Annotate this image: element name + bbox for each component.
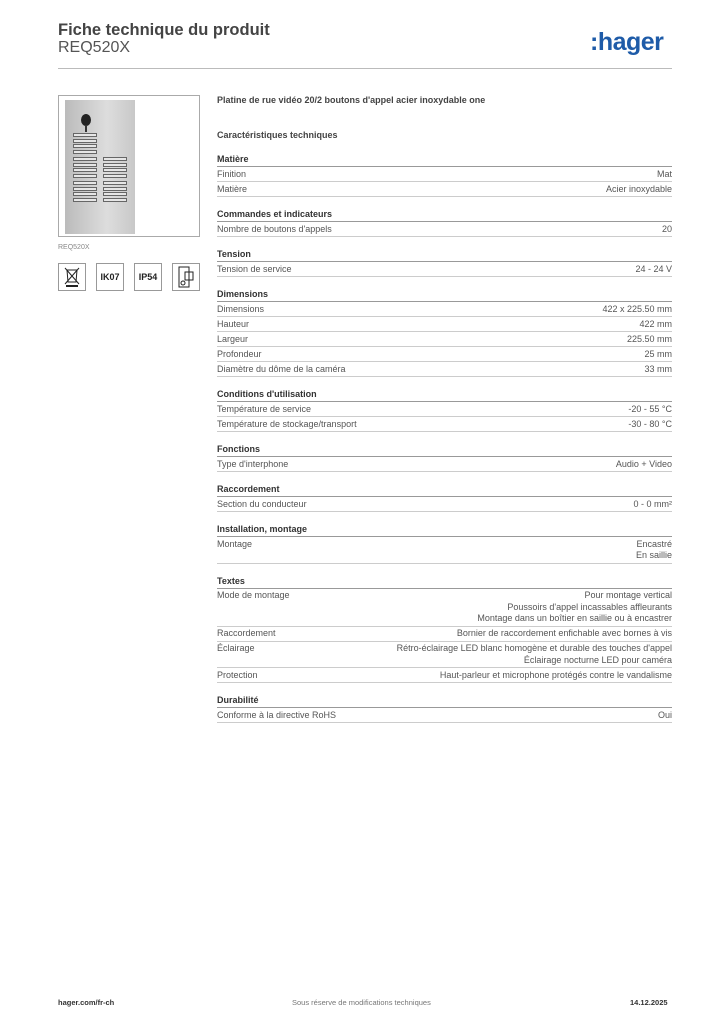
spec-row xyxy=(217,642,672,669)
call-button xyxy=(73,187,97,191)
spec-row xyxy=(217,182,672,197)
product-image xyxy=(58,95,200,237)
spec-value xyxy=(602,304,672,316)
spec-value-line: 422 mm xyxy=(639,318,672,329)
spec-value-line: 422 x 225.50 mm xyxy=(602,303,672,314)
call-button xyxy=(103,163,127,167)
spec-value xyxy=(616,459,672,471)
section-heading: Installation, montage xyxy=(217,524,672,537)
call-button xyxy=(73,150,97,154)
spec-section xyxy=(217,154,672,197)
page-title: Fiche technique du produit xyxy=(58,21,270,39)
door-station-plate xyxy=(65,100,135,234)
specs-heading: Caractéristiques techniques xyxy=(217,130,338,140)
call-button xyxy=(73,139,97,143)
spec-value xyxy=(658,710,672,722)
spec-row xyxy=(217,302,672,317)
spec-value-line: Rétro-éclairage LED blanc homogène et durable des touches d'appel xyxy=(396,643,672,653)
spec-value-line: Mat xyxy=(656,168,672,179)
spec-value xyxy=(633,499,672,511)
spec-value xyxy=(639,319,672,331)
spec-label: Éclairage xyxy=(217,643,255,653)
spec-value-line: 25 mm xyxy=(644,348,672,359)
call-button xyxy=(73,133,97,137)
spec-value xyxy=(657,169,672,181)
call-button xyxy=(73,181,97,185)
spec-value-line: -20 - 55 °C xyxy=(628,403,672,414)
spec-row xyxy=(217,262,672,277)
section-heading: Tension xyxy=(217,249,672,262)
footer-note: Sous réserve de modifications techniques xyxy=(292,998,431,1007)
weee-bin-icon xyxy=(58,263,86,291)
spec-section xyxy=(217,289,672,377)
spec-section xyxy=(217,576,672,684)
call-button xyxy=(103,157,127,161)
spec-value-line: -30 - 80 °C xyxy=(628,418,672,429)
spec-value xyxy=(440,670,672,682)
spec-row xyxy=(217,537,672,564)
call-button xyxy=(103,198,127,202)
call-button xyxy=(73,163,97,167)
spec-row xyxy=(217,402,672,417)
spec-value-line: 24 - 24 V xyxy=(635,263,672,274)
spec-value xyxy=(477,590,672,625)
spec-section xyxy=(217,249,672,277)
spec-label: Dimensions xyxy=(217,303,265,314)
ik07-badge: IK07 xyxy=(96,263,124,291)
spec-value xyxy=(628,419,672,431)
spec-label: Raccordement xyxy=(217,628,276,638)
spec-row xyxy=(217,589,672,627)
spec-value xyxy=(644,364,672,376)
section-heading: Commandes et indicateurs xyxy=(217,209,672,222)
spec-value-line: Audio + Video xyxy=(615,458,672,469)
spec-label: Matière xyxy=(217,183,248,194)
call-button xyxy=(73,157,97,161)
spec-label: Nombre de boutons d'appels xyxy=(217,223,332,234)
spec-value xyxy=(635,264,672,276)
spec-section xyxy=(217,389,672,432)
spec-value-line: 0 - 0 mm² xyxy=(633,498,672,509)
spec-value xyxy=(644,349,672,361)
call-button xyxy=(103,181,127,185)
footer-website[interactable]: hager.com/fr-ch xyxy=(58,998,115,1007)
spec-label: Conforme à la directive RoHS xyxy=(217,709,337,720)
spec-value-line: Encastré xyxy=(636,538,672,549)
spec-row xyxy=(217,317,672,332)
spec-value-line: Oui xyxy=(657,709,672,720)
spec-row xyxy=(217,347,672,362)
spec-value-line: Haut-parleur et microphone protégés contre le vandalisme xyxy=(439,669,672,680)
call-button xyxy=(73,168,97,172)
spec-label: Diamètre du dôme de la caméra xyxy=(217,363,346,374)
spec-section xyxy=(217,484,672,512)
call-button xyxy=(73,174,97,178)
spec-section xyxy=(217,524,672,564)
spec-value-line: Acier inoxydable xyxy=(605,183,672,194)
spec-value-line: 225.50 mm xyxy=(626,333,672,344)
section-heading: Textes xyxy=(217,576,672,589)
call-button xyxy=(73,198,97,202)
spec-label: Mode de montage xyxy=(217,590,290,600)
spec-value xyxy=(628,404,672,416)
spec-content xyxy=(217,95,672,723)
spec-row xyxy=(217,332,672,347)
spec-section xyxy=(217,209,672,237)
spec-row xyxy=(217,362,672,377)
spec-value-line: 33 mm xyxy=(644,363,672,374)
camera-stem xyxy=(85,125,87,132)
section-heading: Matière xyxy=(217,154,672,167)
spec-value-line: Poussoirs d'appel incassables affleurants xyxy=(507,601,672,612)
section-heading: Conditions d'utilisation xyxy=(217,389,672,402)
spec-section xyxy=(217,444,672,472)
spec-value-line: 20 xyxy=(661,223,672,234)
spec-row xyxy=(217,457,672,472)
section-heading: Dimensions xyxy=(217,289,672,302)
spec-label: Hauteur xyxy=(217,318,250,329)
spec-value-line: Pour montage vertical xyxy=(584,590,672,600)
spec-label: Largeur xyxy=(217,333,249,344)
section-heading: Fonctions xyxy=(217,444,672,457)
hager-logo: :hager xyxy=(590,28,664,56)
spec-value xyxy=(457,628,672,640)
spec-row xyxy=(217,668,672,683)
spec-label: Finition xyxy=(217,168,247,179)
call-button xyxy=(103,187,127,191)
product-reference: REQ520X xyxy=(58,39,131,56)
spec-label: Tension de service xyxy=(217,263,292,274)
call-button xyxy=(73,144,97,148)
spec-row xyxy=(217,627,672,642)
spec-value xyxy=(636,539,672,562)
section-heading: Raccordement xyxy=(217,484,672,497)
spec-row xyxy=(217,167,672,182)
spec-value xyxy=(606,184,672,196)
spec-label: Température de service xyxy=(217,403,312,414)
certification-icons xyxy=(58,263,200,291)
image-caption: REQ520X xyxy=(58,244,90,251)
spec-value-line: Éclairage nocturne LED pour caméra xyxy=(523,654,672,665)
section-heading: Durabilité xyxy=(217,695,672,708)
spec-value xyxy=(627,334,672,346)
call-button xyxy=(73,192,97,196)
spec-row xyxy=(217,708,672,723)
spec-row xyxy=(217,497,672,512)
header-divider xyxy=(58,68,672,69)
call-button xyxy=(103,168,127,172)
spec-label: Section du conducteur xyxy=(217,498,307,509)
call-button xyxy=(103,174,127,178)
spec-value-line: En saillie xyxy=(635,550,672,560)
footer-date: 14.12.2025 xyxy=(630,998,668,1007)
spec-value xyxy=(662,224,672,236)
spec-label: Type d'interphone xyxy=(217,458,289,469)
ip54-badge: IP54 xyxy=(134,263,162,291)
spec-label: Protection xyxy=(217,669,258,680)
installation-icon xyxy=(172,263,200,291)
spec-section xyxy=(217,695,672,723)
spec-row xyxy=(217,417,672,432)
product-description: Platine de rue vidéo 20/2 boutons d'appel acier inoxydable one xyxy=(217,95,486,105)
spec-row xyxy=(217,222,672,237)
spec-value-line: Montage dans un boîtier en saillie ou à encastrer xyxy=(477,613,672,623)
call-button xyxy=(103,192,127,196)
spec-value-line: Bornier de raccordement enfichable avec bornes à vis xyxy=(456,628,672,638)
spec-label: Montage xyxy=(217,538,253,549)
spec-value xyxy=(397,643,672,666)
spec-label: Température de stockage/transport xyxy=(217,418,357,429)
spec-label: Profondeur xyxy=(217,348,262,359)
